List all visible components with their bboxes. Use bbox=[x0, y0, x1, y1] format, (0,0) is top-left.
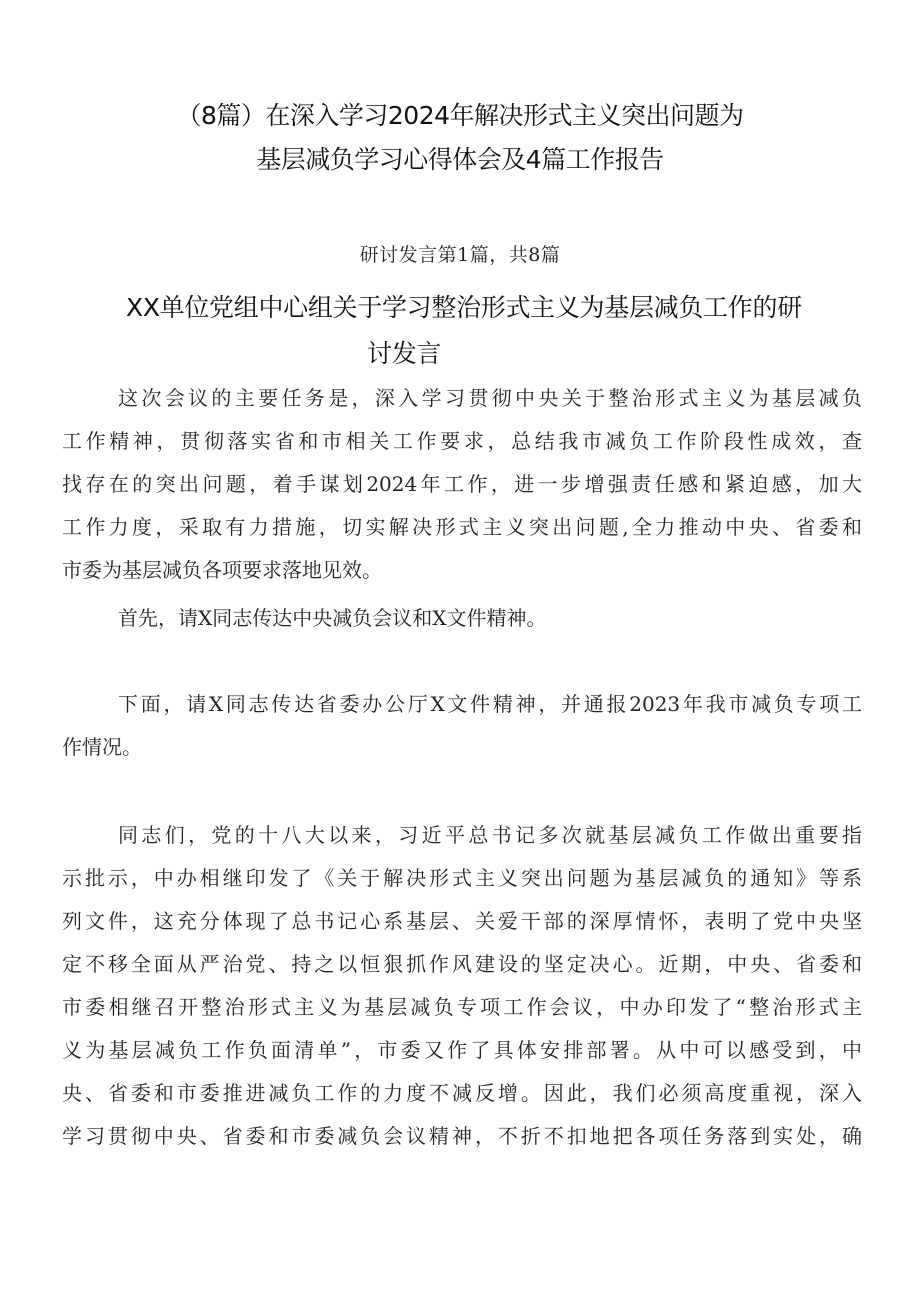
paragraph-4-line-8: 学习贯彻中央、省委和市委减负会议精神，不折不扣地把各项任务落到实处，确 bbox=[62, 1124, 862, 1148]
document-title-line-1: （8篇）在深入学习2024年解决形式主义突出问题为 bbox=[176, 101, 744, 130]
paragraph-1-line-1: 这次会议的主要任务是，深入学习贯彻中央关于整治形式主义为基层减负 bbox=[118, 386, 862, 410]
paragraph-3-line-1: 下面，请X同志传达省委办公厅X文件精神，并通报2023年我市减负专项工 bbox=[118, 692, 862, 716]
speech-title-line-2: 讨发言 bbox=[367, 339, 442, 368]
paragraph-1-line-4: 工作力度，采取有力措施，切实解决形式主义突出问题,全力推动中央、省委和 bbox=[62, 515, 862, 539]
document-title-line-2: 基层减负学习心得体会及4篇工作报告 bbox=[256, 145, 664, 174]
paragraph-4-line-5: 市委相继召开整治形式主义为基层减负专项工作会议，中办印发了“整治形式主 bbox=[62, 995, 862, 1019]
paragraph-4-line-2: 示批示，中办相继印发了《关于解决形式主义突出问题为基层减负的通知》等系 bbox=[62, 866, 862, 890]
paragraph-4-line-4: 定不移全面从严治党、持之以恒狠抓作风建设的坚定决心。近期，中央、省委和 bbox=[62, 952, 862, 976]
paragraph-1-line-5: 市委为基层减负各项要求落地见效。 bbox=[62, 558, 382, 582]
speech-title-line-1: XX单位党组中心组关于学习整治形式主义为基层减负工作的研 bbox=[126, 293, 802, 322]
paragraph-1-line-3: 找存在的突出问题，着手谋划2024年工作，进一步增强责任感和紧迫感，加大 bbox=[62, 472, 862, 496]
section-counter: 研讨发言第1篇，共8篇 bbox=[359, 244, 561, 266]
paragraph-4-line-7: 央、省委和市委推进减负工作的力度不减反增。因此，我们必须高度重视，深入 bbox=[62, 1081, 862, 1105]
paragraph-1-line-2: 工作精神，贯彻落实省和市相关工作要求，总结我市减负工作阶段性成效，查 bbox=[62, 429, 862, 453]
paragraph-3-line-2: 作情况。 bbox=[62, 735, 142, 759]
paragraph-4-line-6: 义为基层减负工作负面清单”，市委又作了具体安排部署。从中可以感受到，中 bbox=[62, 1038, 862, 1062]
paragraph-4-line-1: 同志们，党的十八大以来，习近平总书记多次就基层减负工作做出重要指 bbox=[118, 823, 862, 847]
paragraph-2-line-1: 首先，请X同志传达中央减负会议和X文件精神。 bbox=[118, 606, 547, 630]
paragraph-4-line-3: 列文件，这充分体现了总书记心系基层、关爱干部的深厚情怀，表明了党中央坚 bbox=[62, 909, 862, 933]
